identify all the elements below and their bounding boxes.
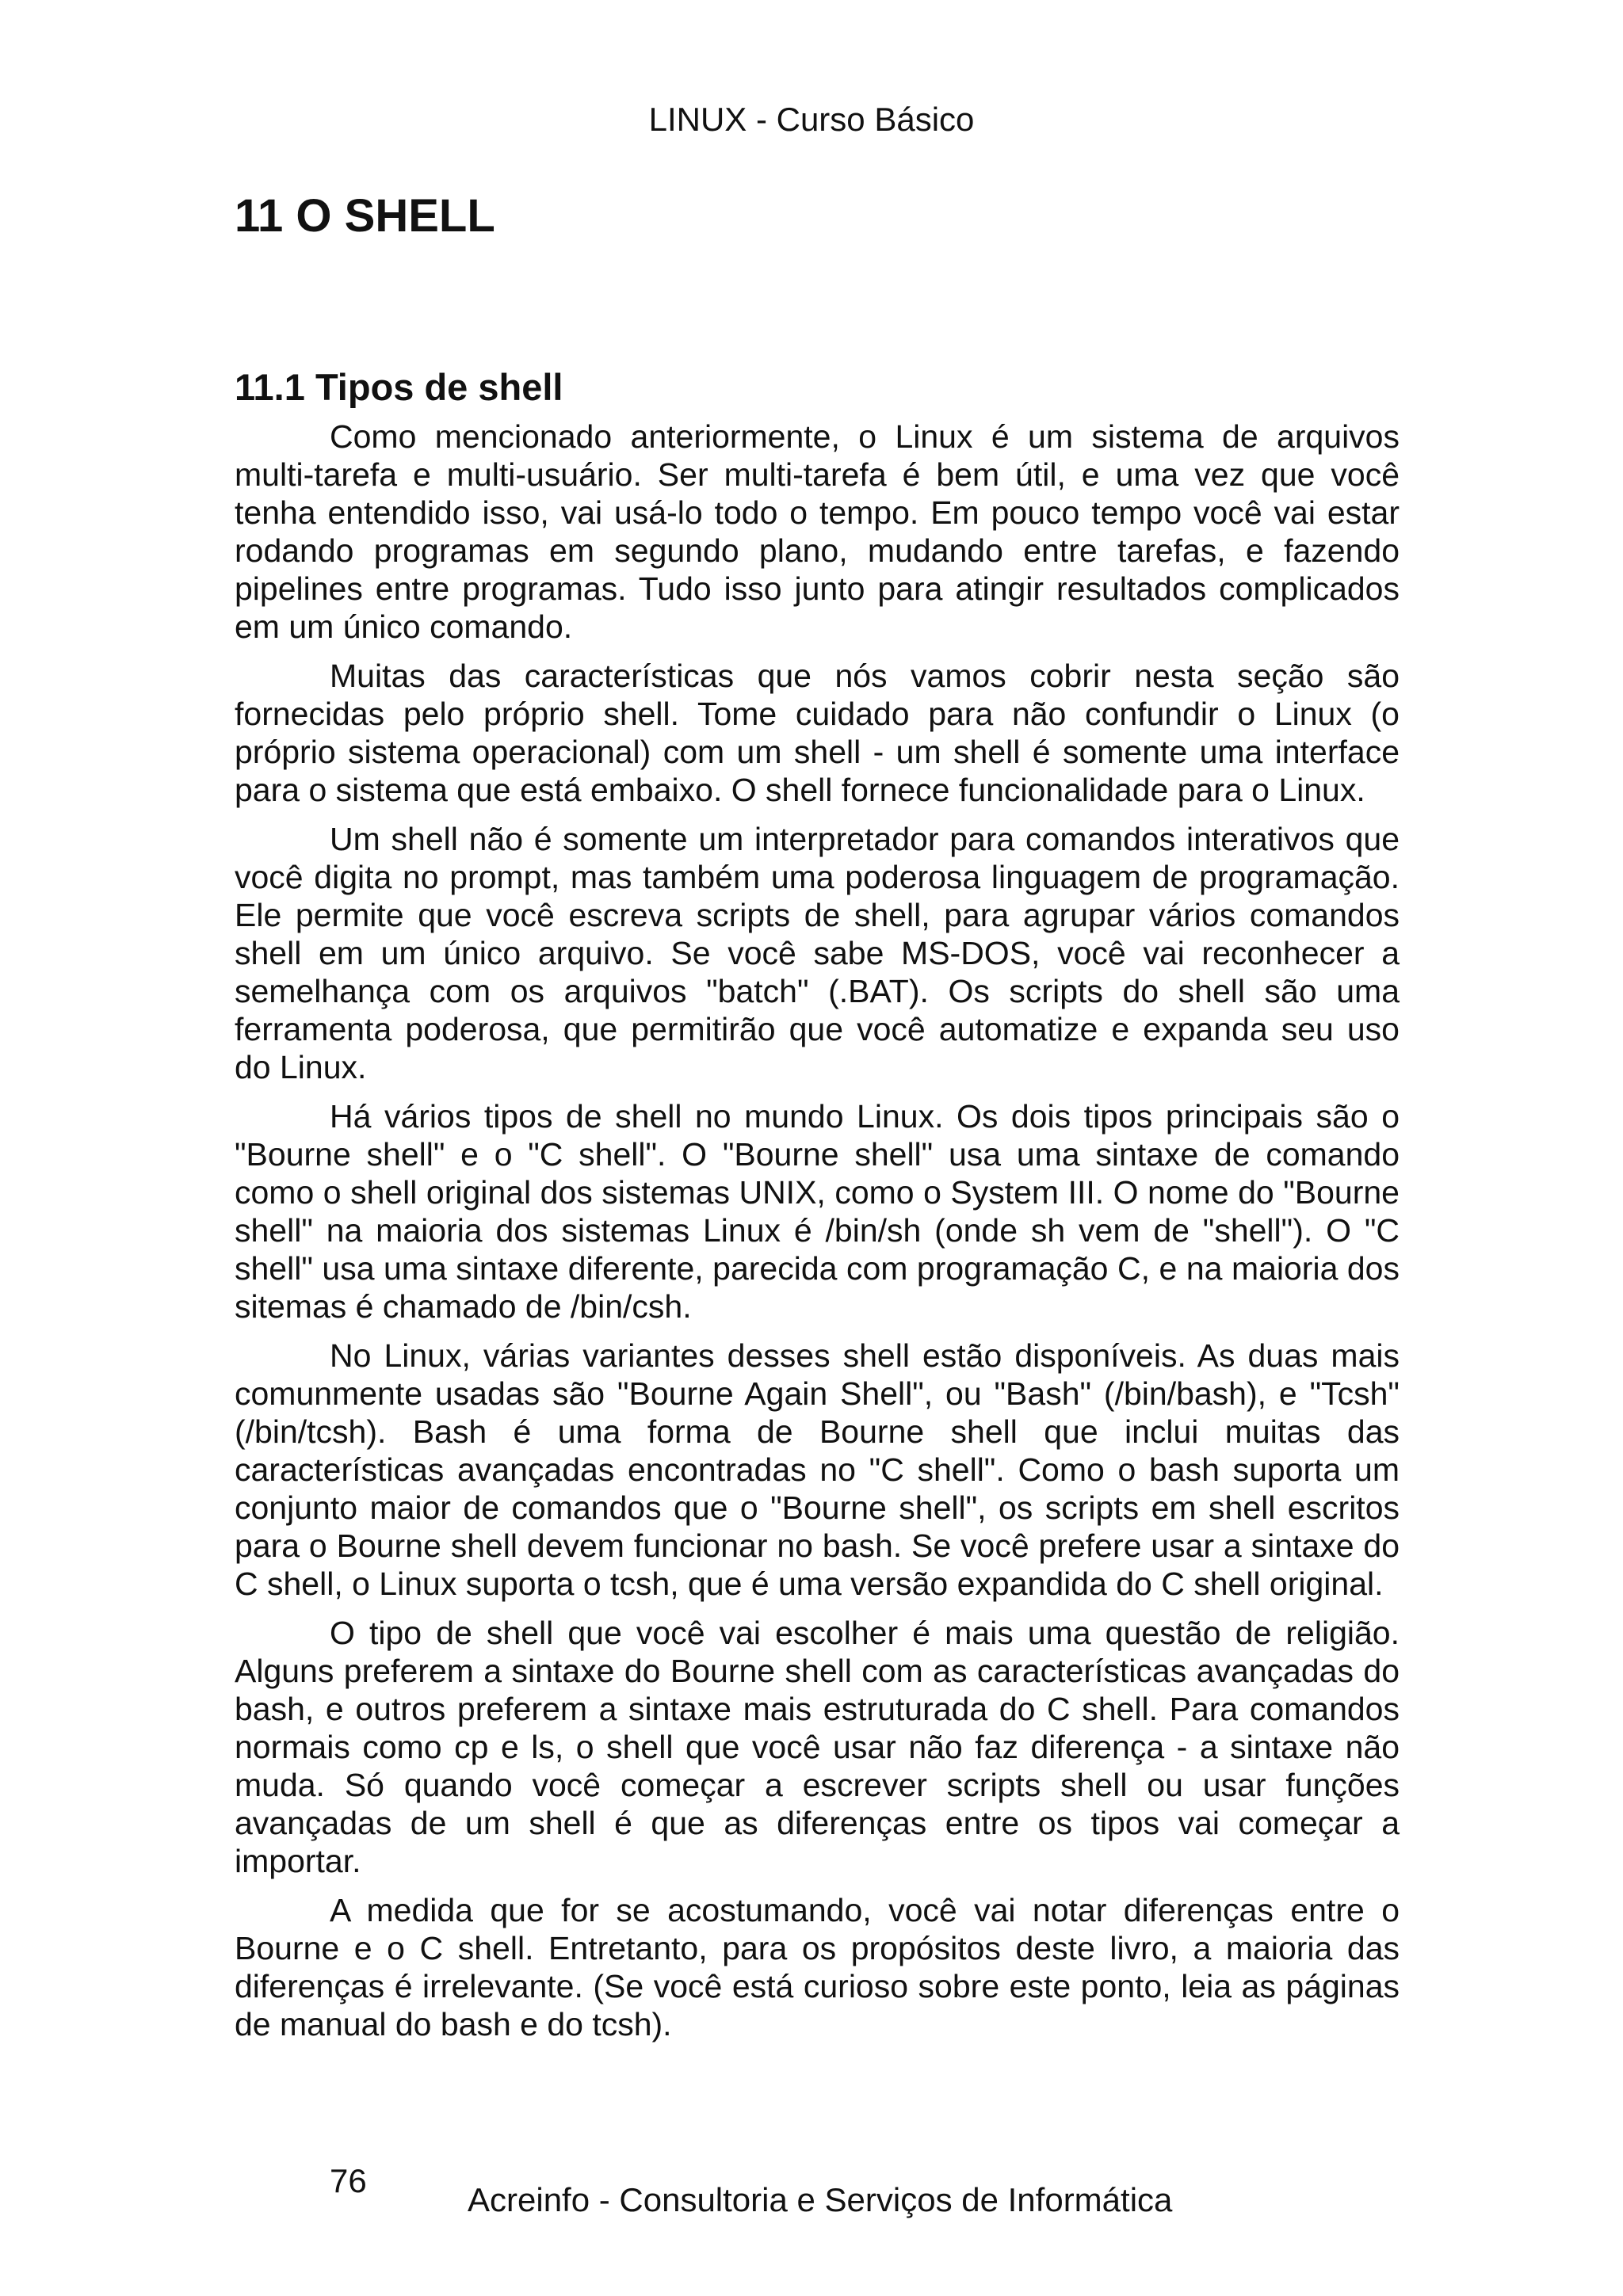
paragraph: Muitas das características que nós vamos cobrir nesta seção são fornecidas pelo próprio shell. Tome cuidado para não confundir o Linux (o próprio sistema operacional) com um shell - um shell é somente uma interface para o sistema que está embaixo. O shell fornece funcionalidade para o Linux. bbox=[235, 658, 1400, 808]
running-footer: Acreinfo - Consultoria e Serviços de Informática bbox=[468, 2181, 1173, 2218]
paragraph: Um shell não é somente um interpretador para comandos interativos que você digita no prompt, mas também uma poderosa linguagem de programação. Ele permite que você escreva scripts de shell, para agrupar vários comandos shell em um único arquivo. Se você sabe MS-DOS, você vai reconhecer a semelhança com os arquivos "batch" (.BAT). Os scripts do shell são uma ferramenta poderosa, que permitirão que você automatize e expanda seu uso do Linux. bbox=[235, 821, 1400, 1085]
body-text bbox=[235, 418, 1400, 2054]
paragraph: Há vários tipos de shell no mundo Linux. Os dois tipos principais são o "Bourne shell" e o "C shell". O "Bourne shell" usa uma sintaxe de comando como o shell original dos sistemas UNIX, como o System III. O nome do "Bourne shell" na maioria dos sistemas Linux é /bin/sh (onde sh vem de "shell"). O "C shell" usa uma sintaxe diferente, parecida com programação C, e na maioria dos sitemas é chamado de /bin/csh. bbox=[235, 1098, 1400, 1325]
running-header: LINUX - Curso Básico bbox=[648, 101, 975, 138]
page-number: 76 bbox=[330, 2162, 367, 2199]
section-title: 11.1 Tipos de shell bbox=[235, 366, 563, 408]
paragraph: No Linux, várias variantes desses shell estão disponíveis. As duas mais comunmente usadas são "Bourne Again Shell", ou "Bash" (/bin/bash), e "Tcsh" (/bin/tcsh). Bash é uma forma de Bourne shell que inclui muitas das características avançadas encontradas no "C shell". Como o bash suporta um conjunto maior de comandos que o "Bourne shell", os scripts em shell escritos para o Bourne shell devem funcionar no bash. Se você prefere usar a sintaxe do C shell, o Linux suporta o tcsh, que é uma versão expandida do C shell original. bbox=[235, 1337, 1400, 1602]
paragraph: A medida que for se acostumando, você vai notar diferenças entre o Bourne e o C shell. Entretanto, para os propósitos deste livro, a maioria das diferenças é irrelevante. (Se você está curioso sobre este ponto, leia as páginas de manual do bash e do tcsh). bbox=[235, 1892, 1400, 2042]
chapter-title: 11 O SHELL bbox=[235, 190, 495, 242]
paragraph: O tipo de shell que você vai escolher é mais uma questão de religião. Alguns preferem a sintaxe do Bourne shell com as características avançadas do bash, e outros preferem a sintaxe mais estruturada do C shell. Para comandos normais como cp e ls, o shell que você usar não faz diferença - a sintaxe não muda. Só quando você começar a escrever scripts shell ou usar funções avançadas de um shell é que as diferenças entre os tipos vai começar a importar. bbox=[235, 1615, 1400, 1879]
paragraph: Como mencionado anteriormente, o Linux é um sistema de arquivos multi-tarefa e multi-usuário. Ser multi-tarefa é bem útil, e uma vez que você tenha entendido isso, vai usá-lo todo o tempo. Em pouco tempo você vai estar rodando programas em segundo plano, mudando entre tarefas, e fazendo pipelines entre programas. Tudo isso junto para atingir resultados complicados em um único comando. bbox=[235, 418, 1400, 645]
